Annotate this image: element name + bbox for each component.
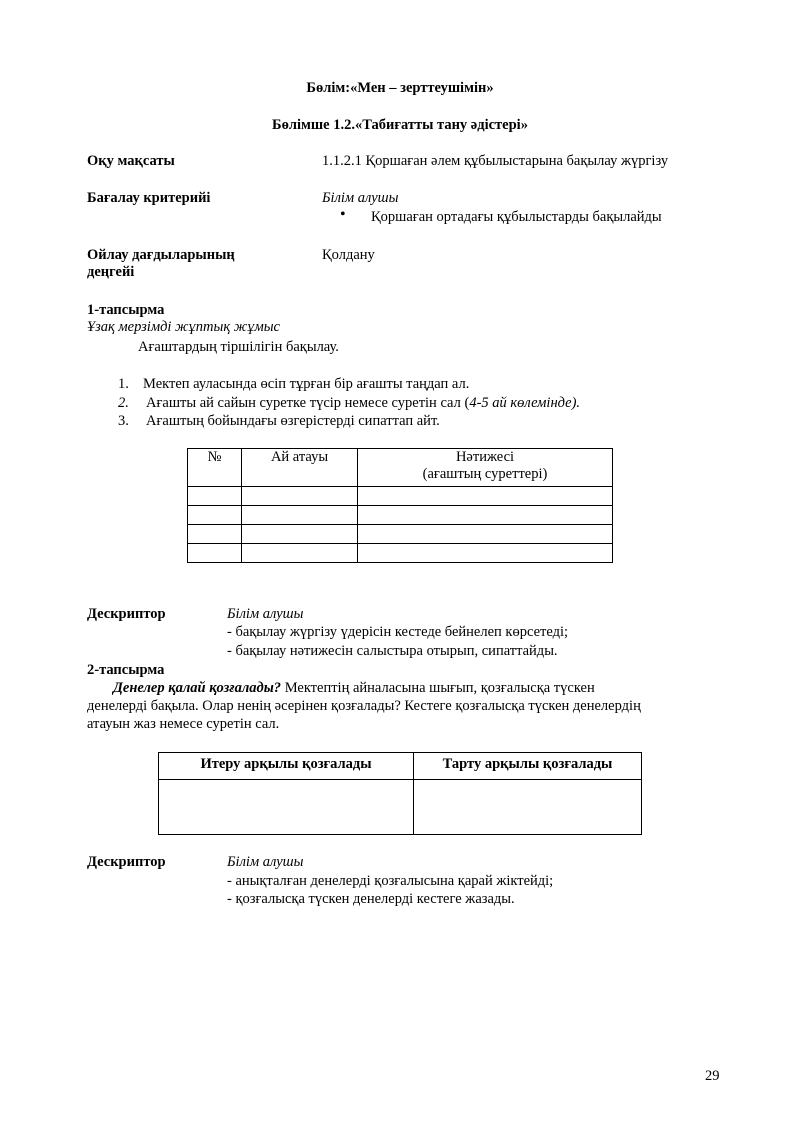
thinking-label-line2: деңгейі <box>87 264 135 280</box>
step-number: 2. <box>118 395 129 411</box>
criteria-label: Бағалау критерийі <box>87 190 211 206</box>
objective-label: Оқу мақсаты <box>87 153 175 169</box>
criteria-item: Қоршаған ортадағы құбылыстарды бақылайды <box>371 209 662 225</box>
motion-table <box>158 752 642 835</box>
table-row <box>188 506 613 525</box>
table-row <box>188 544 613 563</box>
descriptor-line: - анықталған денелерді қозғалысына қарай жіктейді; <box>227 873 554 889</box>
descriptor-line: - бақылау нәтижесін салыстыра отырып, сипаттайды. <box>227 643 558 659</box>
thinking-value: Қолдану <box>322 247 375 263</box>
step-text: Ағашты ай сайын суретке түсір немесе суретін сал (4-5 ай көлемінде). <box>146 395 581 411</box>
descriptor-label: Дескриптор <box>87 854 166 870</box>
observation-table <box>187 448 613 563</box>
col-result-header: Нәтижесі (ағаштың суреттері) <box>358 449 613 487</box>
subsection-title: Бөлімше 1.2.«Табиғатты тану әдістері» <box>272 117 528 133</box>
step-text: Мектеп ауласында өсіп тұрған бір ағашты таңдап ал. <box>143 376 470 392</box>
table-header-row <box>159 753 642 780</box>
descriptor-line: - бақылау жүргізу үдерісін кестеде бейнелеп көрсетеді; <box>227 624 569 640</box>
table-header-row <box>188 449 613 487</box>
task1-type: Ұзақ мерзімді жұптық жұмыс <box>87 319 280 335</box>
task1-subtitle: Ағаштардың тіршілігін бақылау. <box>138 339 339 355</box>
descriptor-intro: Білім алушы <box>227 606 304 622</box>
task2-text-line2: денелерді бақыла. Олар ненің әсерінен қозғалады? Кестеге қозғалысқа түскен денелердің <box>87 698 641 714</box>
col-push-header: Итеру арқылы қозғалады <box>159 753 414 780</box>
step-text: Ағаштың бойындағы өзгерістерді сипаттап айт. <box>146 413 440 429</box>
criteria-intro: Білім алушы <box>322 190 399 206</box>
descriptor-line: - қозғалысқа түскен денелерді кестеге жазады. <box>227 891 515 907</box>
descriptor-intro: Білім алушы <box>227 854 304 870</box>
task1-title: 1-тапсырма <box>87 302 165 318</box>
objective-value: 1.1.2.1 Қоршаған әлем құбылыстарына бақылау жүргізу <box>322 153 669 169</box>
col-number-header: № <box>188 449 242 487</box>
page-number: 29 <box>705 1068 720 1084</box>
task2-title: 2-тапсырма <box>87 662 165 678</box>
descriptor-label: Дескриптор <box>87 606 166 622</box>
section-title: Бөлім:«Мен – зерттеушімін» <box>306 80 494 96</box>
col-month-header: Ай атауы <box>242 449 358 487</box>
step-number: 3. <box>118 413 129 429</box>
task2-text-line1: Денелер қалай қозғалады? Мектептің айналасына шығып, қозғалысқа түскен <box>113 680 595 696</box>
table-row <box>188 525 613 544</box>
table-row <box>159 780 642 835</box>
table-row <box>188 487 613 506</box>
step-number: 1. <box>118 376 129 392</box>
thinking-label-line1: Ойлау дағдыларының <box>87 247 235 263</box>
bullet-icon: • <box>340 206 346 223</box>
col-pull-header: Тарту арқылы қозғалады <box>414 753 642 780</box>
task2-text-line3: атауын жаз немесе суретін сал. <box>87 716 280 732</box>
